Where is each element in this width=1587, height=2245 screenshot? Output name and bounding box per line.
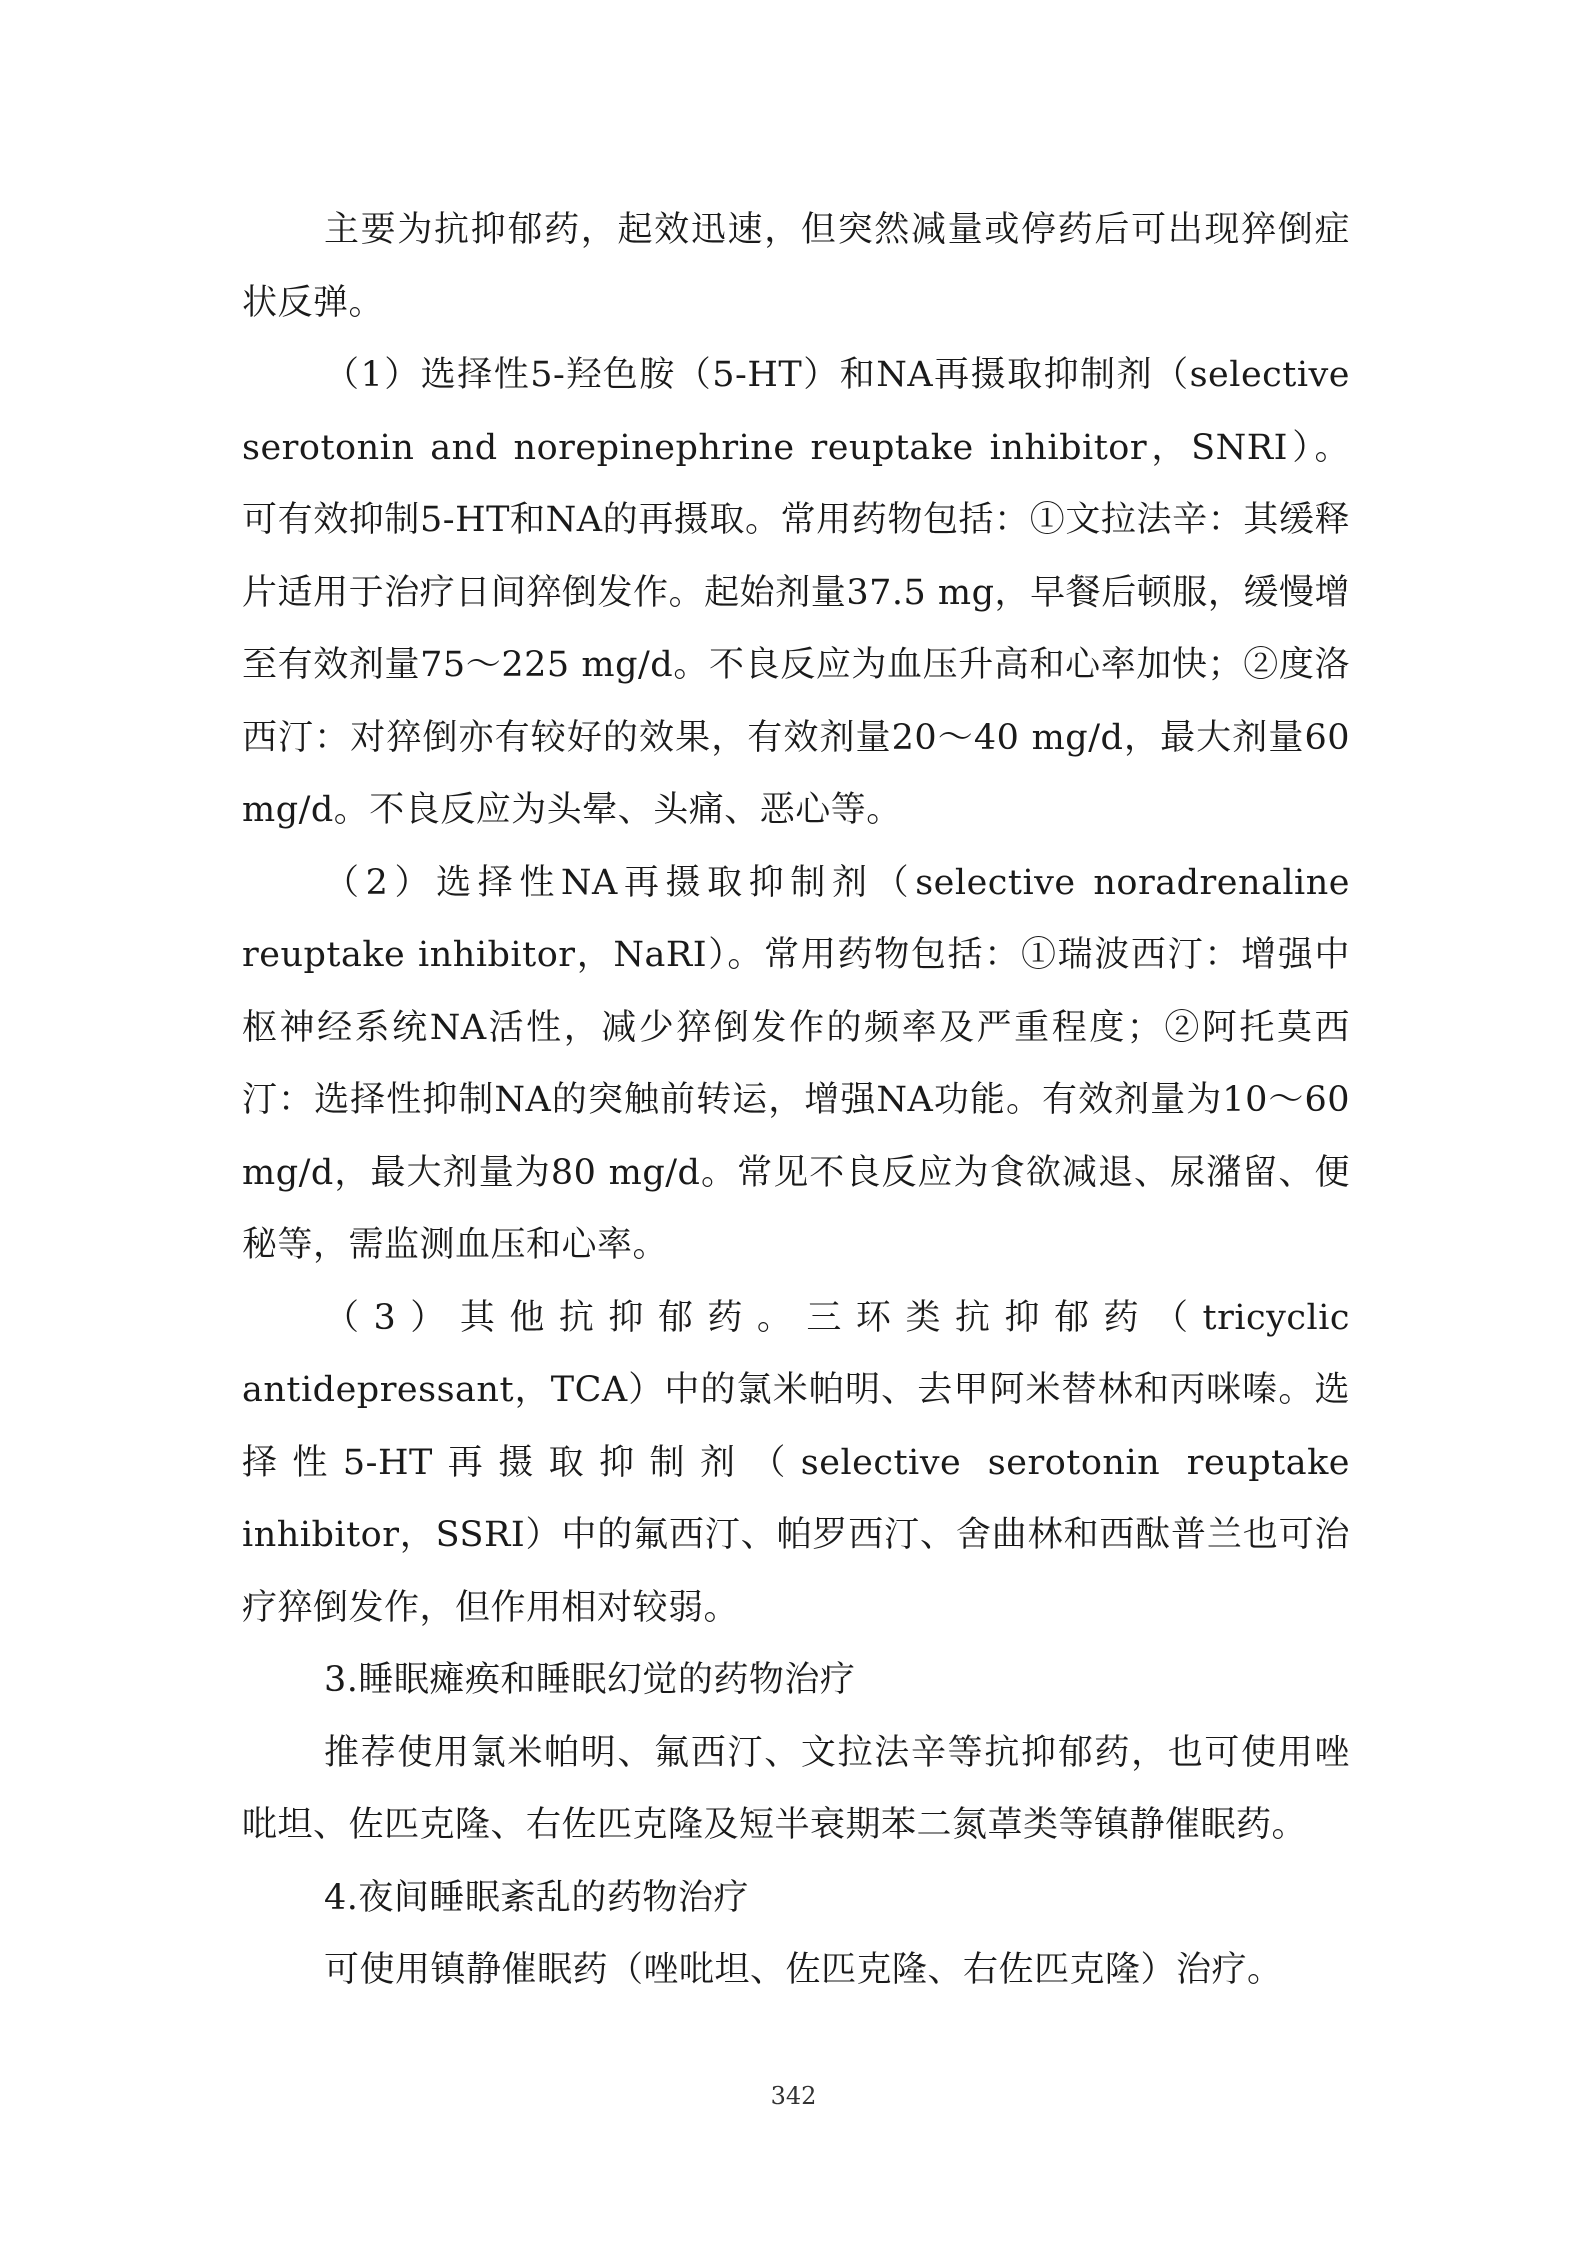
page-body [242, 194, 1350, 2007]
paragraph-nari: （2）选择性NA再摄取抑制剂（selective noradrenaline reuptake inhibitor，NaRI）。常用药物包括：①瑞波西汀：增强中枢神经系统NA活性，减少猝倒发作的频率及严重程度；②阿托莫西汀：选择性抑制NA的突触前转运，增强NA功能。有效剂量为10～60 mg/d，最大剂量为80 mg/d。常见不良反应为食欲减退、尿潴留、便秘等，需监测血压和心率。 [242, 862, 1350, 1265]
page-number: 342 [770, 2082, 817, 2110]
paragraph-sleep-paralysis-treatment: 推荐使用氯米帕明、氟西汀、文拉法辛等抗抑郁药，也可使用唑吡坦、佐匹克隆、右佐匹克隆及短半衰期苯二氮䓬类等镇静催眠药。 [242, 1732, 1350, 1845]
section-heading-night-sleep: 4.夜间睡眠紊乱的药物治疗 [324, 1877, 749, 1918]
section-heading-sleep-paralysis: 3.睡眠瘫痪和睡眠幻觉的药物治疗 [324, 1660, 856, 1700]
paragraph-snri: （1）选择性5-羟色胺（5-HT）和NA再摄取抑制剂（selective serotonin and norepinephrine reuptake inhibitor，SNRI）。可有效抑制5-HT和NA的再摄取。常用药物包括：①文拉法辛：其缓释片适用于治疗日间猝倒发作。起始剂量37.5 mg，早餐后顿服，缓慢增至有效剂量75～225 mg/d。不良反应为血压升高和心率加快；②度洛西汀：对猝倒亦有较好的效果，有效剂量20～40 mg/d，最大剂量60 mg/d。不良反应为头晕、头痛、恶心等。 [242, 355, 1350, 830]
paragraph-night-sleep-treatment: 可使用镇静催眠药（唑吡坦、佐匹克隆、右佐匹克隆）治疗。 [324, 1950, 1283, 1990]
paragraph-other-antidepressants: （3）其他抗抑郁药。三环类抗抑郁药（tricyclic antidepressant，TCA）中的氯米帕明、去甲阿米替林和丙咪嗪。选择性5-HT再摄取抑制剂（selective serotonin reuptake inhibitor，SSRI）中的氟西汀、帕罗西汀、舍曲林和西酞普兰也可治疗猝倒发作，但作用相对较弱。 [242, 1297, 1350, 1628]
paragraph-antidepressant-intro: 主要为抗抑郁药，起效迅速，但突然减量或停药后可出现猝倒症状反弹。 [242, 210, 1350, 323]
